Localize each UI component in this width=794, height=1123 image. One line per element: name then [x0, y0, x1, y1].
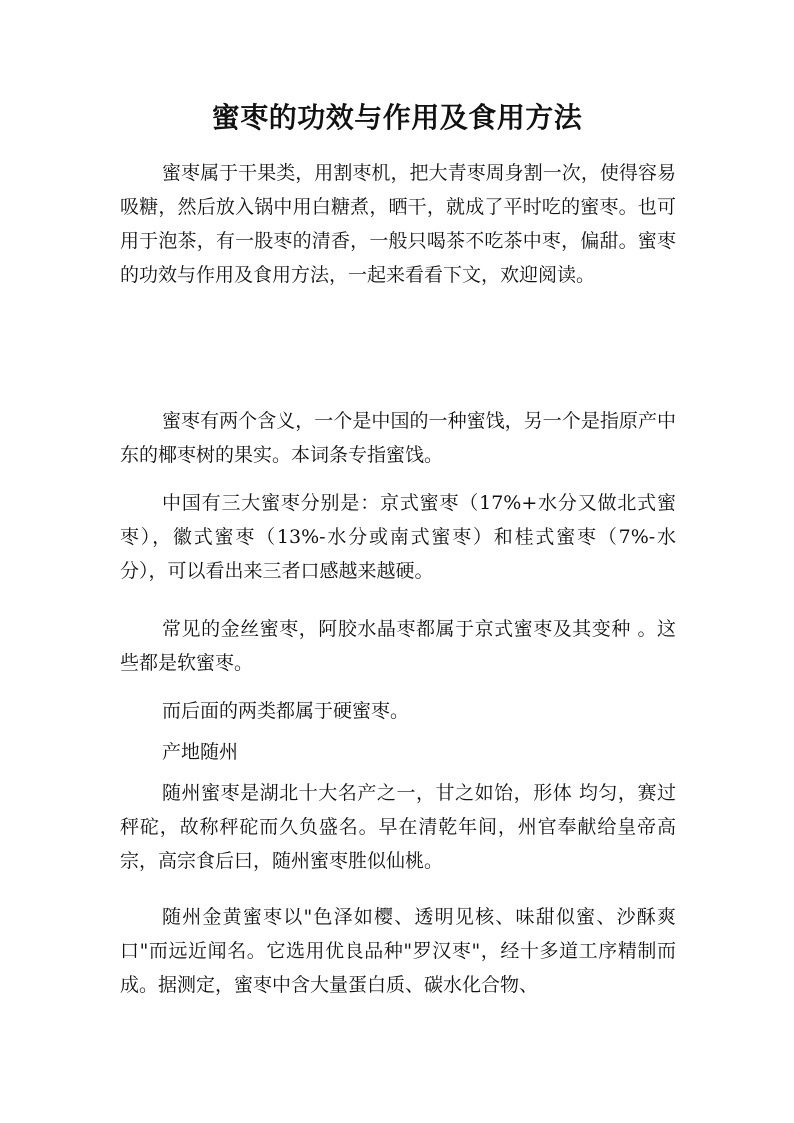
paragraph-hard-dates: 而后面的两类都属于硬蜜枣。	[162, 700, 410, 722]
page-title: 蜜枣的功效与作用及食用方法	[211, 101, 583, 134]
paragraph-suizhou: 随州蜜枣是湖北十大名产之一，甘之如饴，形体 均匀，赛过秤砣，故称秤砣而久负盛名。早在清乾年间，州官奉献给皇帝高宗，高宗食后曰，随州蜜枣胜似仙桃。	[120, 782, 676, 872]
paragraph-three-types: 中国有三大蜜枣分别是：京式蜜枣（17%+水分又做北式蜜枣），徽式蜜枣（13%-水分或南式蜜枣）和桂式蜜枣（7%-水分），可以看出来三者口感越来越硬。	[120, 492, 676, 582]
paragraph-soft-dates: 常见的金丝蜜枣，阿胶水晶枣都属于京式蜜枣及其变种 。这些都是软蜜枣。	[120, 618, 676, 674]
paragraph-origin-heading: 产地随州	[162, 741, 239, 763]
paragraph-golden-dates: 随州金黄蜜枣以"色泽如樱、透明见核、味甜似蜜、沙酥爽口"而远近闻名。它选用优良品种"罗汉枣"，经十多道工序精制而成。据测定，蜜枣中含大量蛋白质、碳水化合物、	[120, 906, 676, 996]
paragraph-intro: 蜜枣属于干果类，用割枣机，把大青枣周身割一次，使得容易吸糖，然后放入锅中用白糖煮，晒干，就成了平时吃的蜜枣。也可用于泡茶，有一股枣的清香，一般只喝茶不吃茶中枣，偏甜。蜜枣的功效与作用及食用方法，一起来看看下文，欢迎阅读。	[120, 162, 676, 286]
paragraph-meanings: 蜜枣有两个含义，一个是中国的一种蜜饯，另一个是指原产中东的椰枣树的果实。本词条专指蜜饯。	[120, 410, 676, 466]
